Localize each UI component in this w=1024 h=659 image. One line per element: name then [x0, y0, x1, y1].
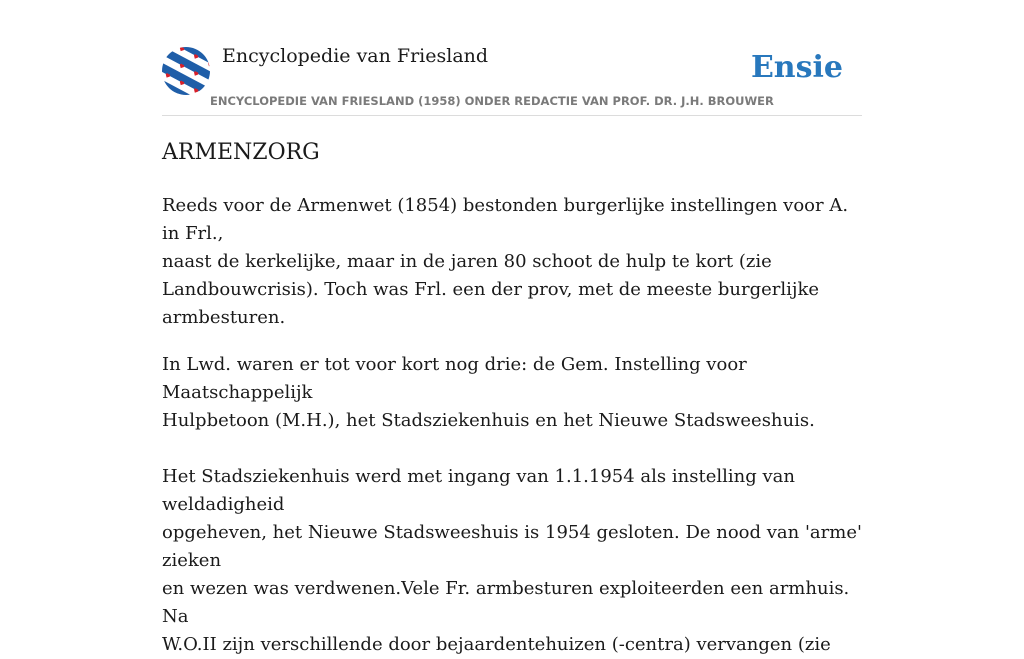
article-title: ARMENZORG	[162, 140, 320, 165]
article-paragraph: Het Stadsziekenhuis werd met ingang van 1.1.1954 als instelling van weldadigheid opgeheven, het Nieuwe Stadsweeshuis is 1954 gesloten. De nood van 'arme' zieken en wezen was verdwenen.Vele Fr. armbesturen exploiteerden een armhuis. Na W.O.II zijn verschillende door bejaardentehuizen (-centra) vervangen (zie	[162, 466, 862, 655]
ensie-brand-link[interactable]: Ensie	[750, 50, 843, 85]
frisian-flag-icon[interactable]	[162, 47, 210, 95]
header-divider	[162, 115, 862, 116]
article-paragraph: Reeds voor de Armenwet (1854) bestonden burgerlijke instellingen voor A. in Frl., naast de kerkelijke, maar in de jaren 80 schoot de hulp te kort (zie Landbouwcrisis). Toch was Frl. een der prov, met de meeste burgerlijke armbesturen.	[162, 195, 849, 328]
encyclopedia-subtitle: ENCYCLOPEDIE VAN FRIESLAND (1958) ONDER REDACTIE VAN PROF. DR. J.H. BROUWER	[210, 94, 774, 108]
article-body	[162, 192, 864, 659]
article-paragraph: In Lwd. waren er tot voor kort nog drie: de Gem. Instelling voor Maatschappelijk Hulpbetoon (M.H.), het Stadsziekenhuis en het Nieuwe Stadsweeshuis.	[162, 354, 815, 431]
site-title-link[interactable]: Encyclopedie van Friesland	[222, 45, 489, 67]
